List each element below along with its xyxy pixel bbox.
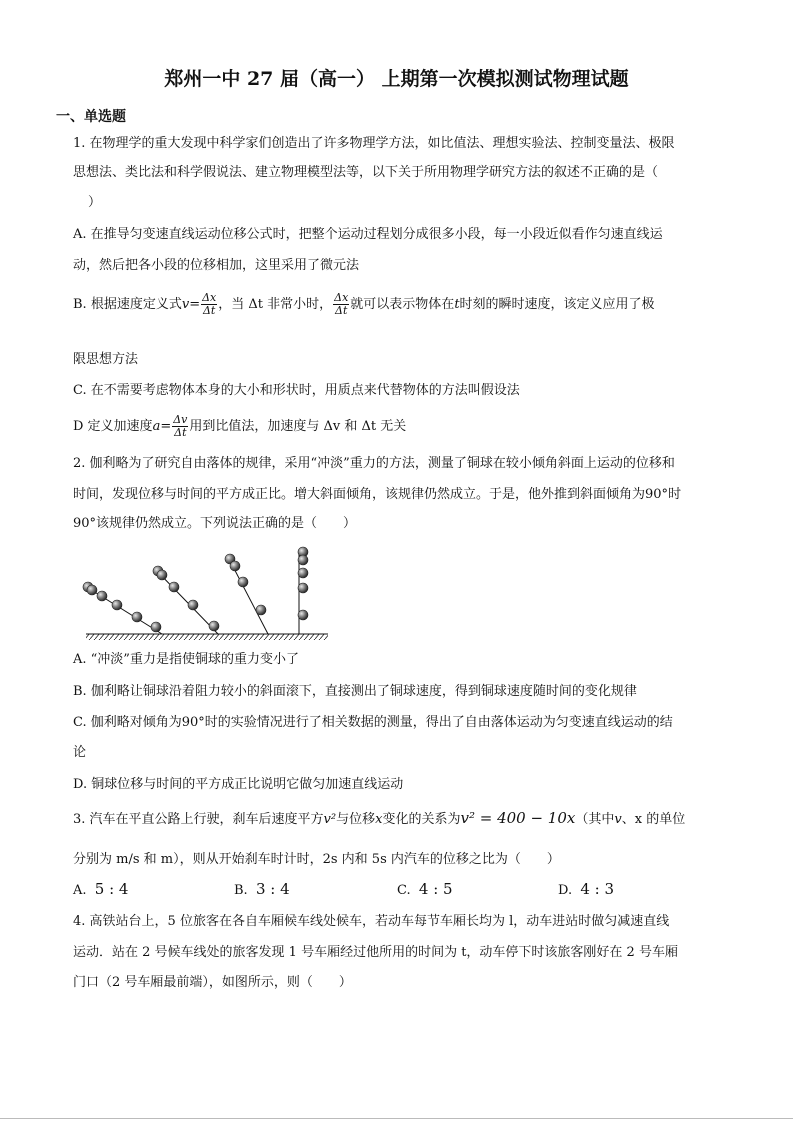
ball [157,570,167,580]
q4-line1: 4. 高铁站台上，5 位旅客在各自车厢候车线处候车，若动车每节车厢长均为 l，动车进站时做匀减速直线 [73,914,670,929]
q2-option-c [73,714,673,732]
q1-d-post: 用到比值法，加速度与 Δv 和 Δt 无关 [189,419,407,434]
option-value: 3 : 4 [255,880,290,898]
q1-d-a: a [152,419,161,434]
frac-denominator: Δt [335,304,348,317]
q1-b-pre: B. 根据速度定义式 [73,297,182,312]
q1-line1: 1. 在物理学的重大发现中科学家们创造出了许多物理学方法，如比值法、理想实验法、控制变量法、极限 [73,136,675,151]
q3-v: v² [323,812,337,827]
page-title: 郑州一中 27 届（高一） 上期第一次模拟测试物理试题 [164,68,629,90]
q1-option-c: C. 在不需要考虑物体本身的大小和形状时，用质点来代替物体的方法叫假设法 [73,383,520,398]
q2-c-pre: C. 伽利略对倾角为 [73,715,182,730]
q3-line1-mid2: 变化的关系为 [382,812,461,827]
ball [298,583,308,593]
q3-option-a [73,880,128,898]
q2-line3 [73,515,356,533]
q1-b-post: 就可以表示物体在 [350,297,455,312]
option-label: D. [558,883,573,898]
ground-hatch [86,634,328,640]
ball [298,610,308,620]
q1-b-mid: ，当 Δt 非常小时， [218,297,333,312]
ball [188,600,198,610]
option-value: 4 : 5 [418,880,453,898]
q2-angle-2: 90° [73,516,97,531]
option-value: 5 : 4 [94,880,129,898]
q2-line2-post: 时 [668,487,682,502]
q1-d-pre: D 定义加速度 [73,419,153,434]
ball [238,577,248,587]
ball [256,605,266,615]
ball [169,582,179,592]
option-label: C. [397,883,411,898]
ball [298,568,308,578]
q3-x: x [375,812,383,827]
q3-line1-pre: 3. 汽车在平直公路上行驶，刹车后速度平方 [73,812,324,827]
copper-balls [83,547,308,632]
option-value: 4 : 3 [580,880,615,898]
q3-line1 [73,809,685,829]
q2-option-b: B. 伽利略让铜球沿着阻力较小的斜面滚下，直接测出了铜球速度，得到铜球速度随时间的变化规律 [73,684,637,699]
q1-option-a-line1: A. 在推导匀变速直线运动位移公式时，把整个运动过程划分成很多小段，每一小段近似看作匀速直线运 [73,227,663,242]
frac-numerator: Δx [202,291,217,304]
q3-line2: 分别为 m/s 和 m），则从开始刹车时计时，2s 内和 5s 内汽车的位移之比为（ ） [73,852,560,867]
q3-v-unit: v [614,812,622,827]
ball [97,591,107,601]
q1-line3: ） [88,195,102,210]
q2-c-angle: 90° [181,715,205,730]
q2-line2 [73,486,681,504]
q3-line1-end: 、x 的单位 [621,812,686,827]
q4-line3: 门口（2 号车厢最前端），如图所示，则（ ） [73,975,352,990]
q2-line2-pre: 时间，发现位移与时间的平方成正比。增大斜面倾角，该规律仍然成立。于是，他外推到斜面倾角为 [73,487,646,502]
q2-option-c-line2: 论 [73,745,87,760]
q4-line2: 运动．站在 2 号候车线处的旅客发现 1 号车厢经过他所用的时间为 t，动车停下时该旅客刚好在 2 号车厢 [73,945,678,960]
ball [209,621,219,631]
frac-numerator: Δx [334,291,349,304]
q3-option-b [234,880,290,898]
q3-line1-mid: 与位移 [336,812,376,827]
frac-numerator: Δv [173,413,188,426]
q1-option-a-line2: 动，然后把各小段的位移相加，这里采用了微元法 [73,258,360,273]
q1-line2: 思想法、类比法和科学假说法、建立物理模型法等，以下关于所用物理学研究方法的叙述不正确的是（ [73,165,659,180]
q1-b-eq: = [189,297,201,312]
ball [298,555,308,565]
incline-1 [85,586,162,634]
q1-b-fraction [201,292,217,317]
q2-option-a: A. “冲淡”重力是指使铜球的重力变小了 [73,652,299,667]
q1-option-b [73,292,655,318]
q3-line1-post: （其中 [575,812,615,827]
frac-denominator: Δt [174,426,187,439]
frac-denominator: Δt [202,304,216,317]
page-footer-rule [0,1118,793,1119]
galileo-incline-figure [80,543,330,643]
ball [230,561,240,571]
q3-option-d [558,880,614,898]
q2-angle: 90° [645,487,669,502]
ball [87,585,97,595]
q3-option-c [397,880,453,898]
q1-b-end: 时刻的瞬时速度，该定义应用了极 [459,297,655,312]
q1-option-b-line2: 限思想方法 [73,352,139,367]
q2-line1: 2. 伽利略为了研究自由落体的规律，采用“冲淡”重力的方法，测量了铜球在较小倾角斜面上运动的位移和 [73,456,675,471]
section-heading: 一、单选题 [56,109,126,125]
q2-option-d: D. 铜球位移与时间的平方成正比说明它做匀加速直线运动 [73,777,404,792]
q2-line3-post: 该规律仍然成立。下列说法正确的是（ ） [96,516,357,531]
q1-option-d: D 定义加速度a= $\frac{\Delta v}{\Delta t}$ 用到比值法，加速度与 Δv 和 Δt 无关 [73,413,407,439]
q1-d-fraction [172,414,188,439]
q3-formula: v² = 400 − 10x [460,809,576,827]
option-label: B. [234,883,248,898]
q1-b-fraction-2 [333,292,349,317]
ball [151,622,161,632]
q1-b-v: v [181,297,190,312]
q1-b-t: t [454,297,460,312]
ball [132,612,142,622]
q2-c-post: 时的实验情况进行了相关数据的测量，得出了自由落体运动为匀变速直线运动的结 [204,715,673,730]
option-label: A. [73,883,87,898]
ball [112,600,122,610]
